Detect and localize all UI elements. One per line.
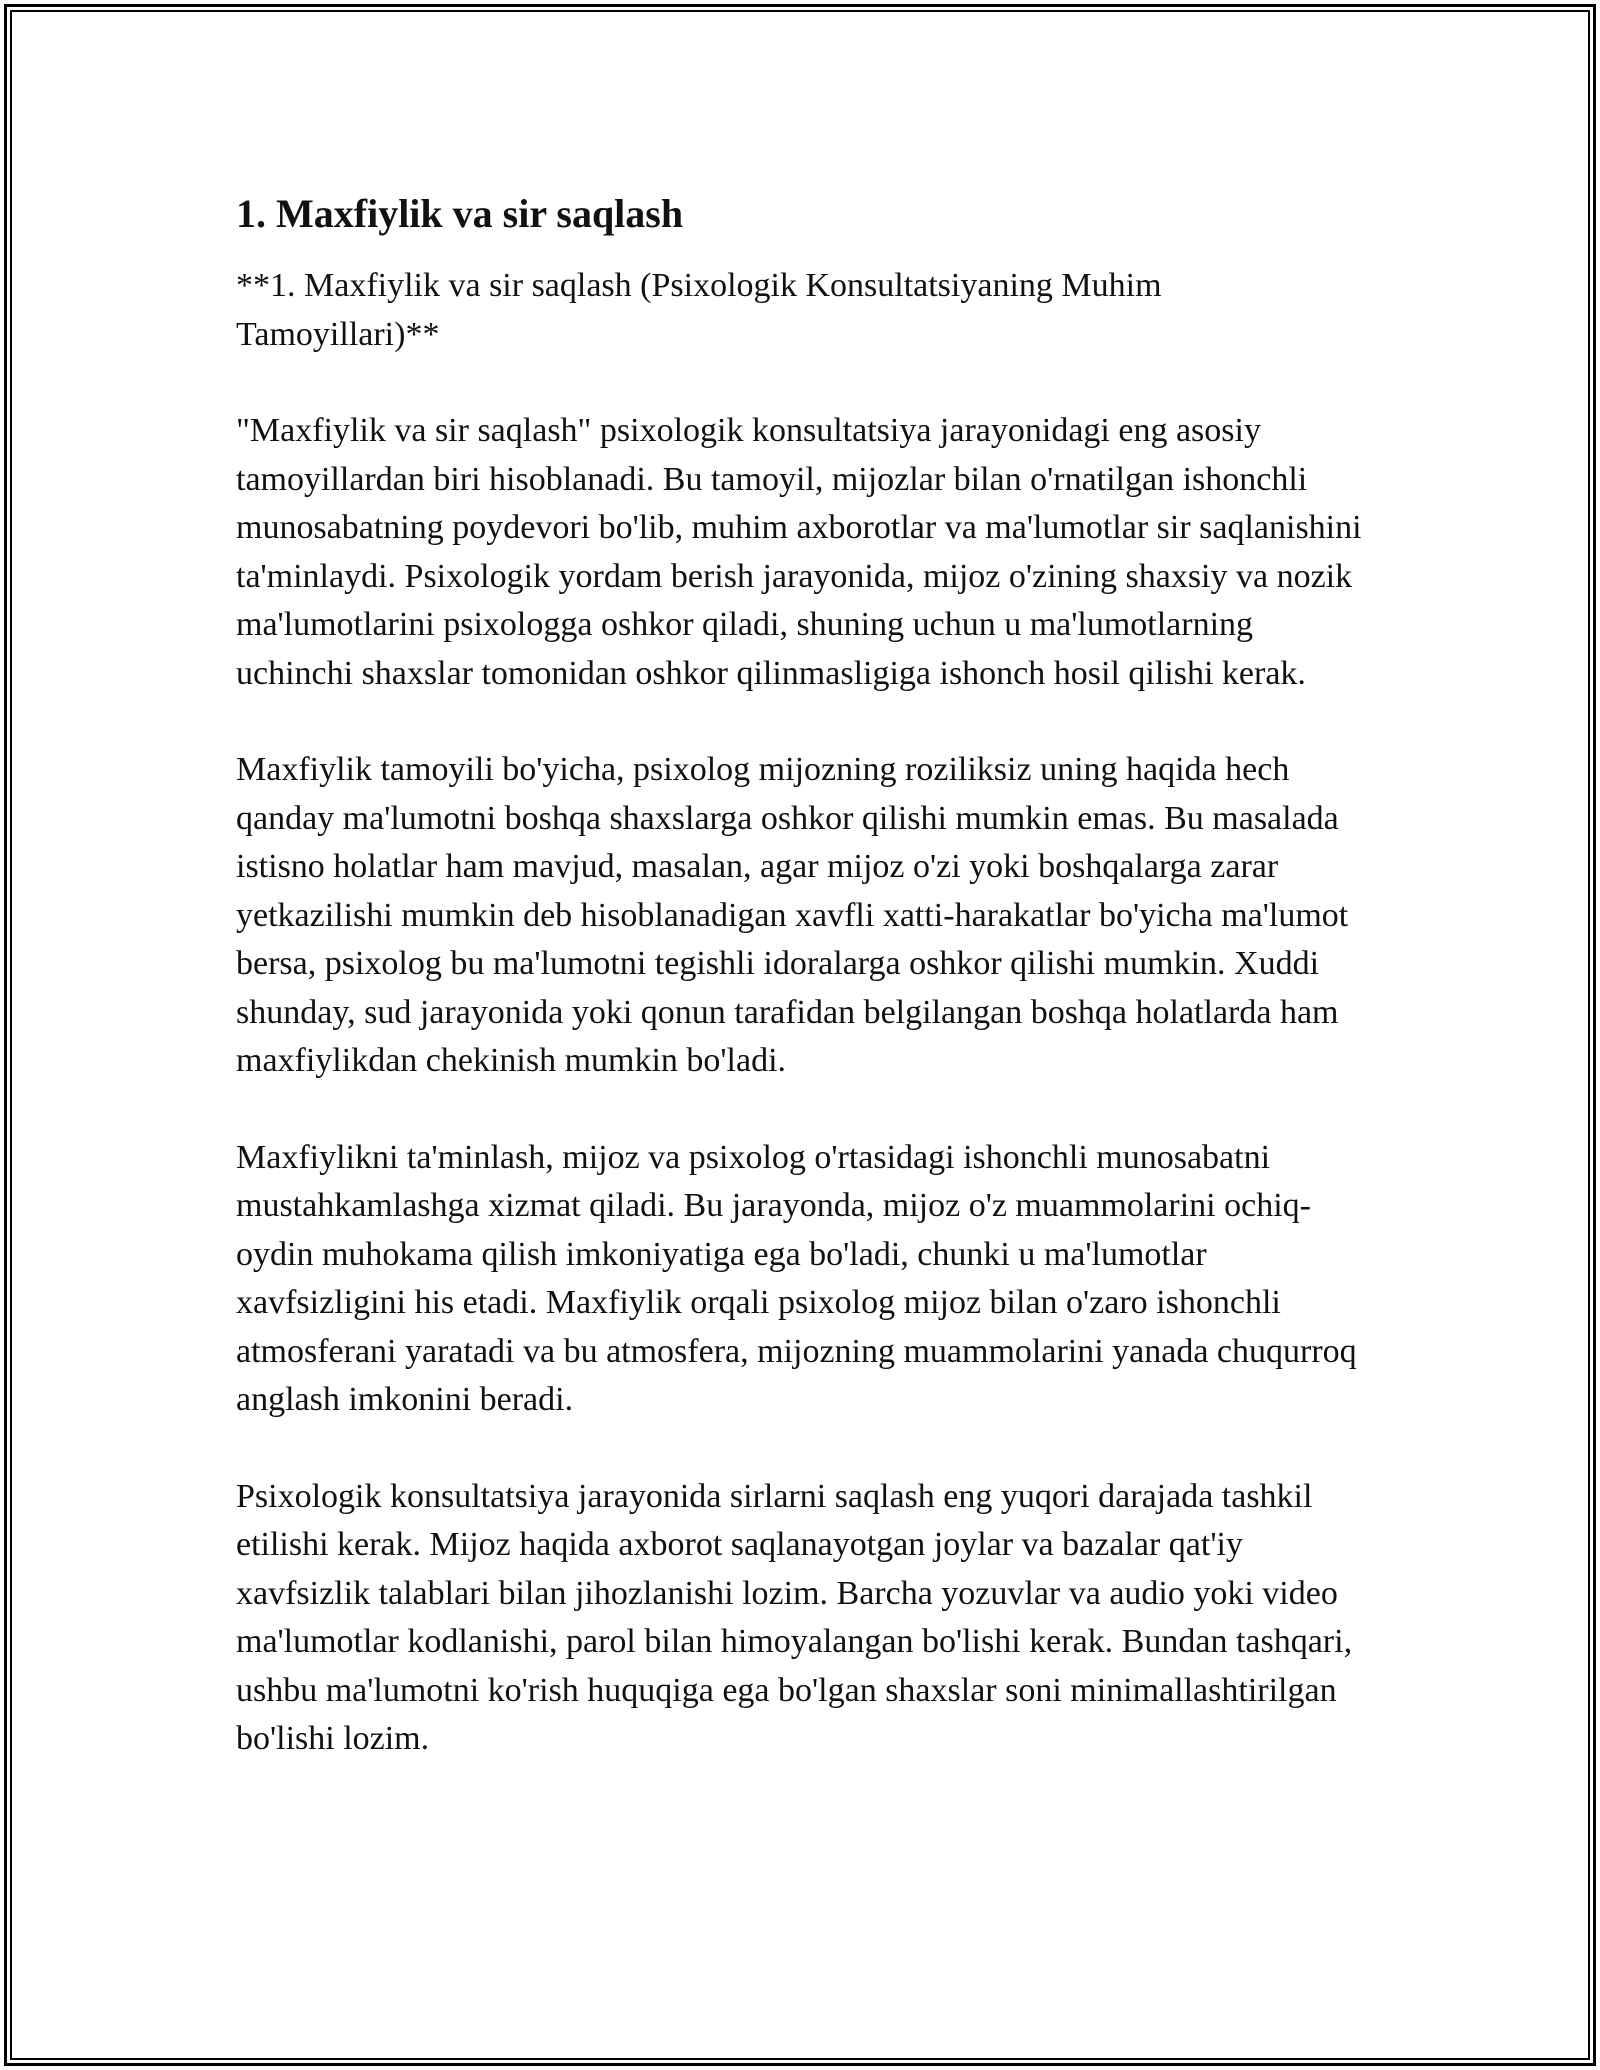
section-heading: 1. Maxfiylik va sir saqlash [236,191,684,236]
paragraph-trust: Maxfiylikni ta'minlash, mijoz va psixolog o'rtasidagi ishonchli munosabatni mustahkamlashga xizmat qiladi. Bu jarayonda, mijoz o'z muammolarini ochiq-oydin muhokama qilish imkoniyatiga ega bo'ladi, chunki u ma'lumotlar xavfsizligini his etadi. Maxfiylik orqali psixolog mijoz bilan o'zaro ishonchli atmosferani yaratadi va bu atmosfera, mijozning muammolarini yanada chuqurroq anglash imkonini beradi. [236,1138,1357,1418]
paragraph-subtitle: **1. Maxfiylik va sir saqlash (Psixologik Konsultatsiyaning Muhim Tamoyillari)** [236,267,1162,353]
paragraph-exceptions: Maxfiylik tamoyili bo'yicha, psixolog mijozning roziliksiz uning haqida hech qanday ma'lumotni boshqa shaxslarga oshkor qilishi mumkin emas. Bu masalada istisno holatlar ham mavjud, masalan, agar mijoz o'zi yoki boshqalarga zarar yetkazilishi mumkin deb hisoblanadigan xavfli xatti-harakatlar bo'yicha ma'lumot bersa, psixolog bu ma'lumotni tegishli idoralarga oshkor qilishi mumkin. Xuddi shunday, sud jarayonida yoki qonun tarafidan belgilangan boshqa holatlarda ham maxfiylikdan chekinish mumkin bo'ladi. [236,751,1349,1079]
document-body [236,188,1366,1812]
paragraph-intro: "Maxfiylik va sir saqlash" psixologik konsultatsiya jarayonidagi eng asosiy tamoyillardan biri hisoblanadi. Bu tamoyil, mijozlar bilan o'rnatilgan ishonchli munosabatning poydevori bo'lib, muhim axborotlar va ma'lumotlar sir saqlanishini ta'minlaydi. Psixologik yordam berish jarayonida, mijoz o'zining shaxsiy va nozik ma'lumotlarini psixologga oshkor qiladi, shuning uchun u ma'lumotlarning uchinchi shaxslar tomonidan oshkor qilinmasligiga ishonch hosil qilishi kerak. [236,412,1362,692]
paragraph-security: Psixologik konsultatsiya jarayonida sirlarni saqlash eng yuqori darajada tashkil etilishi kerak. Mijoz haqida axborot saqlanayotgan joylar va bazalar qat'iy xavfsizlik talablari bilan jihozlanishi lozim. Barcha yozuvlar va audio yoki video ma'lumotlar kodlanishi, parol bilan himoyalangan bo'lishi kerak. Bundan tashqari, ushbu ma'lumotni ko'rish huquqiga ega bo'lgan shaxslar soni minimallashtirilgan bo'lishi lozim. [236,1477,1353,1757]
